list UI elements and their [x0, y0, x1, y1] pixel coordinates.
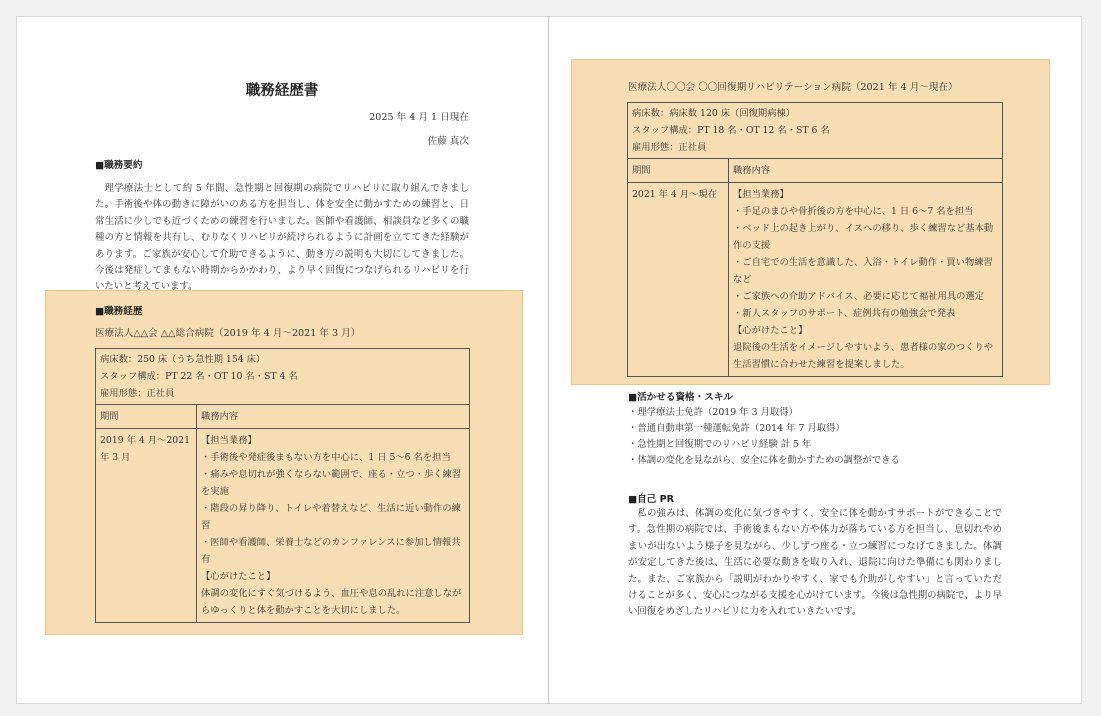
job-1-detail-line: 【心がけたこと】 — [201, 571, 276, 582]
job-2-beds: 病床数：病床数 120 床（回復期病棟） — [632, 108, 796, 119]
job-2-detail-line: 退院後の生活をイメージしやすいよう、患者様の家のつくりや生活習慣に合わせた練習を提案しました。 — [733, 342, 994, 370]
job-2-summary-cell — [628, 103, 1003, 159]
job-2-employment: 雇用形態：正社員 — [632, 142, 707, 153]
job-2-table — [627, 102, 1003, 377]
document-date: 2025 年 4 月 1 日現在 — [369, 112, 469, 123]
job-1-detail-line: ・手術後や発症後まもない方を中心に、1 日 5～6 名を担当 — [201, 452, 451, 463]
job-2-staff: スタッフ構成：PT 18 名・OT 12 名・ST 6 名 — [632, 125, 830, 136]
job-1-col-period: 期間 — [96, 405, 197, 429]
job-2-detail-line: ・ご自宅での生活を意識した、入浴・トイレ動作・買い物練習など — [733, 257, 993, 285]
skill-item: ・体調の変化を見ながら、安全に体を動かすための調整ができる — [628, 455, 900, 466]
skills-heading: ■活かせる資格・スキル — [628, 392, 733, 403]
job-1-beds: 病床数：250 床（うち急性期 154 床） — [100, 354, 266, 365]
pr-paragraph: 私の強みは、体調の変化に気づきやすく、安全に体を動かすサポートができることです。急性期の病院では、手術後まもない方や体力が落ちている方を担当し、息切れやめまいが出ないよう様子を見ながら、少しずつ座る・立つ練習につなげてきました。体調が安定してきた後は、生活に必要な動きを取り入れ、退院に向けた準備にも関わりました。また、ご家族から「説明がわかりやすく、家でも介助がしやすい」と言っていただけることが多く、安心につながる支援を心がけています。今後は急性期の病院で、より早い回復をめざしたリハビリに力を入れていきたいです。 — [628, 508, 1002, 618]
pr-body — [628, 506, 1002, 621]
job-1-staff: スタッフ構成：PT 22 名・OT 10 名・ST 4 名 — [100, 371, 298, 382]
job-2-col-content: 職務内容 — [729, 159, 1003, 183]
job-2-detail-line: ・ご家族への介助アドバイス、必要に応じて福祉用具の選定 — [733, 291, 985, 302]
job-1-detail-cell — [197, 429, 470, 623]
job-2-detail-cell — [729, 183, 1003, 377]
job-1-detail-line: ・痛みや息切れが強くならない範囲で、座る・立つ・歩く練習を実施 — [201, 469, 462, 497]
history-heading: ■職務経歴 — [95, 306, 143, 317]
job-2-detail-line: ・ベッド上の起き上がり、イスへの移り、歩く練習など基本動作の支援 — [733, 223, 994, 251]
job-1-detail-line: 体調の変化にすぐ気づけるよう、血圧や息の乱れに注意しながらゆっくりと体を動かすことを大切にしました。 — [201, 588, 462, 616]
skill-item: ・普通自動車第一種運転免許（2014 年 7 月取得） — [628, 423, 845, 434]
job-2-col-period: 期間 — [628, 159, 729, 183]
summary-body — [95, 181, 469, 296]
job-1-detail-line: 【担当業務】 — [201, 435, 257, 446]
skills-list — [628, 405, 900, 469]
job-2-detail-line: ・手足のまひや骨折後の方を中心に、1 日 6～7 名を担当 — [733, 206, 974, 217]
job-1-col-content: 職務内容 — [197, 405, 470, 429]
job-1-period-line: 2019 年 4 月～2021 — [100, 435, 190, 446]
left-page — [16, 16, 548, 704]
job-2-detail-line: 【担当業務】 — [733, 189, 789, 200]
summary-heading: ■職務要約 — [95, 160, 143, 171]
job-2-period-cell — [628, 183, 729, 377]
job-1-table — [95, 348, 470, 623]
job-1-period-cell — [96, 429, 197, 623]
right-page — [549, 16, 1082, 704]
skill-item: ・理学療法士免許（2019 年 3 月取得） — [628, 407, 799, 418]
summary-paragraph: 理学療法士として約 5 年間、急性期と回復期の病院でリハビリに取り組んできました。手術後や体の動きに障がいのある方を担当し、体を安全に動かすための練習と、日常生活に少しでも近づくための練習を行いました。医師や看護師、相談員など多くの職種の方と情報を共有し、むりなくリハビリが続けられるように計画を立ててきた経験があります。ご家族が安心して介助できるように、動き方の説明も大切にしてきました。今後は発症してまもない時期からかかわり、より早く回復につなげられるリハビリを行いたいと考えています。 — [95, 183, 469, 293]
job-2-period-line: 2021 年 4 月～現在 — [632, 189, 717, 200]
job-1-detail-line: ・医師や看護師、栄養士などのカンファレンスに参加し情報共有 — [201, 537, 461, 565]
job-2-detail-line: ・新人スタッフのサポート、症例共有の勉強会で発表 — [733, 308, 956, 319]
author-name: 佐藤 真次 — [427, 136, 469, 147]
pr-heading: ■自己 PR — [628, 494, 675, 505]
job-1-organization: 医療法人△△会 △△総合病院（2019 年 4 月～2021 年 3 月） — [95, 328, 361, 339]
job-2-detail-line: 【心がけたこと】 — [733, 325, 808, 336]
skill-item: ・急性期と回復期でのリハビリ経験 計 5 年 — [628, 439, 812, 450]
job-1-period-line: 年 3 月 — [100, 452, 131, 463]
job-1-summary-cell — [96, 349, 470, 405]
job-2-organization: 医療法人〇〇会 〇〇回復期リハビリテーション病院（2021 年 4 月～現在） — [628, 82, 958, 93]
job-1-detail-line: ・階段の昇り降り、トイレや着替えなど、生活に近い動作の練習 — [201, 503, 461, 531]
job-1-employment: 雇用形態：正社員 — [100, 388, 175, 399]
document-title: 職務経歴書 — [245, 83, 319, 99]
